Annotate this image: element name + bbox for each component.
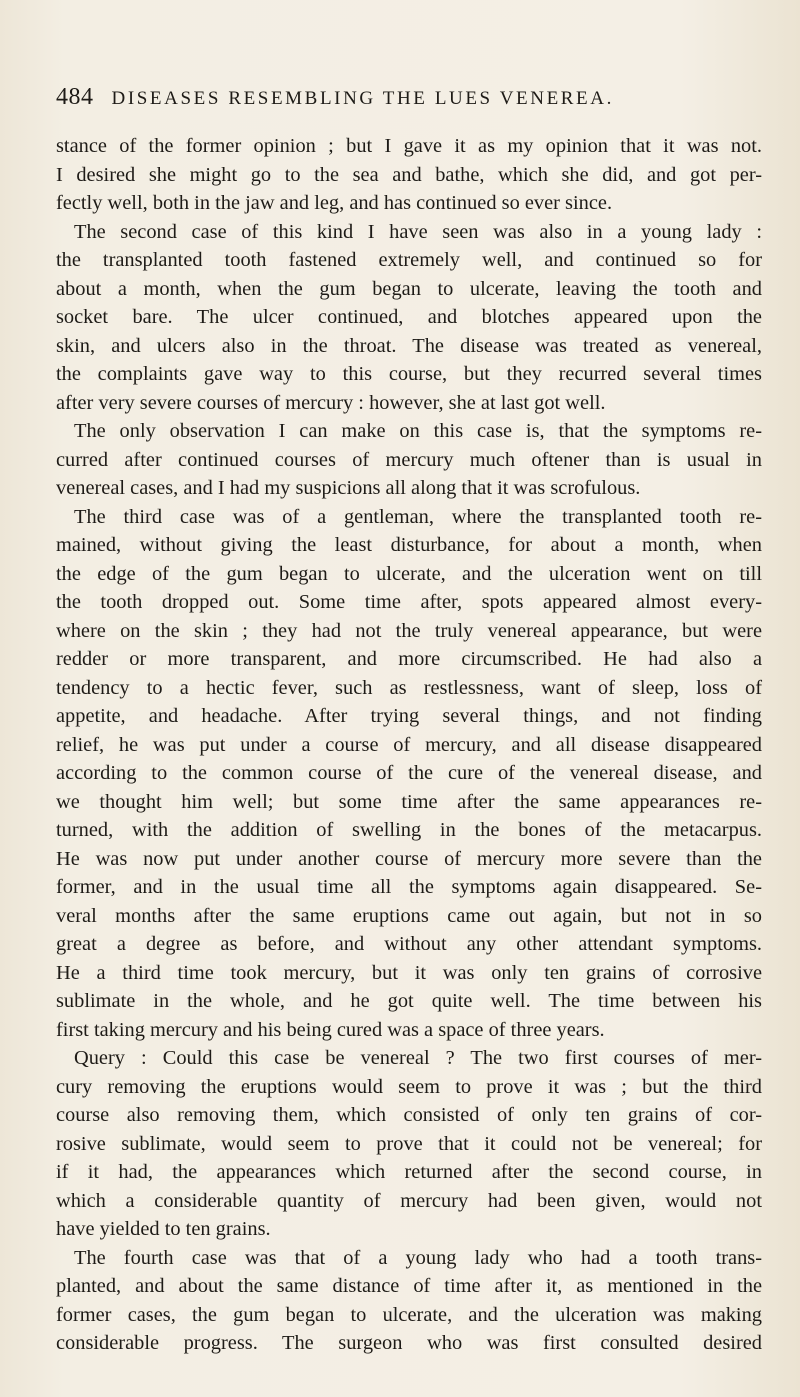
text-line: former, and in the usual time all the symptoms again disappeared. Se- bbox=[56, 876, 762, 898]
text-line: former cases, the gum began to ulcerate, and the ulceration was making bbox=[56, 1303, 762, 1326]
text-line: stance of the former opinion ; but I gave it as my opinion that it was not. bbox=[56, 135, 762, 157]
text-line: if it had, the appearances which returned after the second course, in bbox=[56, 1161, 762, 1183]
text-line: venereal cases, and I had my suspicions all along that it was scrofulous. bbox=[56, 477, 641, 499]
text-line: mained, without giving the least disturbance, for about a month, when bbox=[56, 534, 762, 556]
text-line: the complaints gave way to this course, but they recurred several times bbox=[56, 363, 762, 385]
text-line: planted, and about the same distance of time after it, as mentioned in the bbox=[56, 1275, 762, 1297]
text-line: The fourth case was that of a young lady who had a tooth trans- bbox=[74, 1246, 762, 1269]
text-line: He was now put under another course of mercury more severe than the bbox=[56, 847, 762, 870]
text-line: socket bare. The ulcer continued, and blotches appeared upon the bbox=[56, 306, 762, 328]
text-line: tendency to a hectic fever, such as restlessness, want of sleep, loss of bbox=[56, 676, 762, 699]
text-line: first taking mercury and his being cured was a space of three years. bbox=[56, 1018, 605, 1041]
text-line: have yielded to ten grains. bbox=[56, 1218, 271, 1240]
text-line: according to the common course of the cure of the venereal disease, and bbox=[56, 762, 762, 784]
text-line: the edge of the gum began to ulcerate, and the ulceration went on till bbox=[56, 562, 762, 585]
text-line: course also removing them, which consisted of only ten grains of cor- bbox=[56, 1104, 762, 1126]
page-header bbox=[56, 84, 756, 114]
text-line: turned, with the addition of swelling in the bones of the metacarpus. bbox=[56, 819, 762, 841]
text-line: curred after continued courses of mercury much oftener than is usual in bbox=[56, 448, 762, 471]
text-line: The second case of this kind I have seen was also in a young lady : bbox=[74, 220, 762, 243]
text-line: cury removing the eruptions would seem to prove it was ; but the third bbox=[56, 1075, 762, 1098]
text-line: about a month, when the gum began to ulcerate, leaving the tooth and bbox=[56, 277, 762, 300]
text-line: we thought him well; but some time after the same appearances re- bbox=[56, 790, 762, 813]
text-line: which a considerable quantity of mercury had been given, would not bbox=[56, 1189, 762, 1212]
text-line: veral months after the same eruptions came out again, but not in so bbox=[56, 904, 762, 927]
text-line: great a degree as before, and without any other attendant symptoms. bbox=[56, 933, 762, 955]
text-line: fectly well, both in the jaw and leg, and has continued so ever since. bbox=[56, 192, 613, 214]
text-line: relief, he was put under a course of mercury, and all disease disappeared bbox=[56, 733, 762, 756]
running-title: DISEASES RESEMBLING THE LUES VENEREA. bbox=[111, 88, 614, 109]
text-line: Query : Could this case be venereal ? The two first courses of mer- bbox=[74, 1047, 762, 1069]
text-line: the transplanted tooth fastened extremely well, and continued so for bbox=[56, 249, 762, 271]
text-line: considerable progress. The surgeon who was first consulted desired bbox=[56, 1332, 762, 1354]
text-line: redder or more transparent, and more circumscribed. He had also a bbox=[56, 648, 762, 670]
body-text bbox=[56, 132, 762, 1358]
text-line: the tooth dropped out. Some time after, spots appeared almost every- bbox=[56, 591, 762, 613]
text-line: after very severe courses of mercury : however, she at last got well. bbox=[56, 391, 606, 414]
text-line: skin, and ulcers also in the throat. The disease was treated as venereal, bbox=[56, 334, 762, 357]
text-line: rosive sublimate, would seem to prove that it could not be venereal; for bbox=[56, 1132, 762, 1155]
text-line: sublimate in the whole, and he got quite well. The time between his bbox=[56, 990, 762, 1012]
text-line: appetite, and headache. After trying several things, and not finding bbox=[56, 705, 762, 727]
text-line: The only observation I can make on this case is, that the symptoms re- bbox=[74, 420, 762, 442]
text-line: where on the skin ; they had not the truly venereal appearance, but were bbox=[56, 619, 762, 642]
text-line: He a third time took mercury, but it was only ten grains of corrosive bbox=[56, 961, 762, 984]
text-line: The third case was of a gentleman, where the transplanted tooth re- bbox=[74, 505, 762, 528]
text-line: I desired she might go to the sea and bathe, which she did, and got per- bbox=[56, 163, 762, 186]
page-number: 484 bbox=[56, 84, 94, 110]
